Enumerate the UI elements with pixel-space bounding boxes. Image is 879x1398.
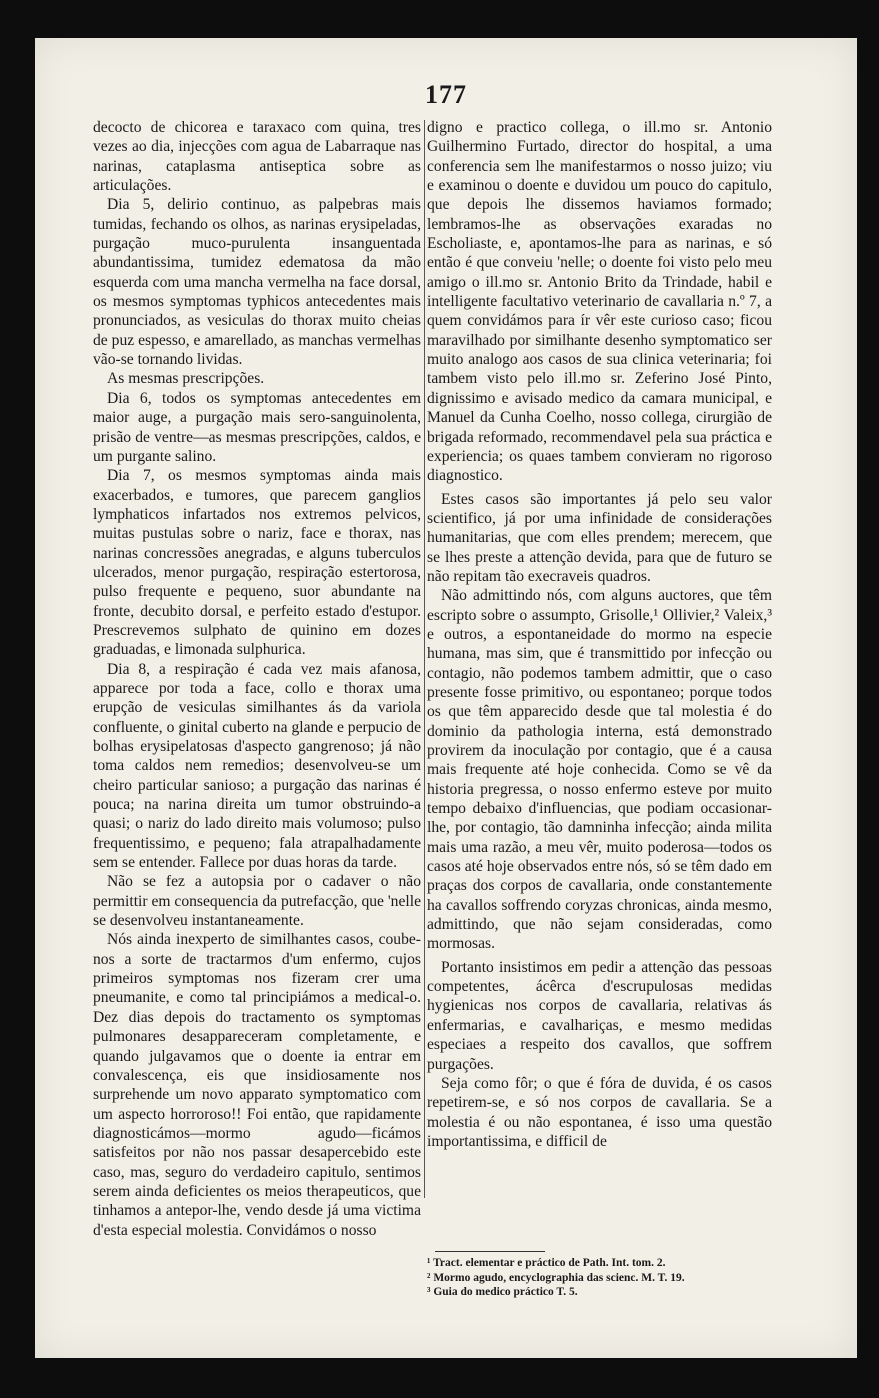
page-number: 177 xyxy=(425,80,467,109)
paragraph-prescriptions: As mesmas prescripções. xyxy=(107,370,265,388)
column-divider xyxy=(424,120,425,1198)
paragraph-day-6: Dia 6, todos os symptomas antecedentes em maior auge, a purgação mais sero-sanguinolenta, prisão de ventre—as mesmas prescripções, caldos, e um purgante salino. xyxy=(93,389,421,465)
left-column xyxy=(93,118,421,1240)
paragraph-day-5: Dia 5, delirio continuo, as palpebras mais tumidas, fechando os olhos, as narinas erysipeladas, purgação muco-purulenta insanguentada abundantissima, tumidez edematosa da mão esquerda com uma mancha vermelha na face dorsal, os mesmos symptomas typhicos antecedentes mais pronunciados, as vesiculas do thorax muito cheias de puz espesso, e amarellado, as manchas vermelhas vão-se tornando lividas. xyxy=(93,196,421,369)
footnote-2: ² Mormo agudo, encyclographia das scienc. M. T. 19. xyxy=(427,1271,685,1284)
right-column xyxy=(427,118,772,1151)
paragraph-importance: Estes casos são importantes já pelo seu valor scientifico, já por uma infinidade de considerações humanitarias, que com elles prendem; merecem, que se lhes preste a attenção devida, para que de futuro se não repitam tão execraveis quadros. xyxy=(427,490,772,585)
paragraph-contagion: Não admittindo nós, com alguns auctores, que têm escripto sobre o assumpto, Grisolle,¹ Ollivier,² Valeix,³ e outros, a espontaneidade do mormo na especie humana, mas sim, que é transmittido por infecção ou contagio, não podemos tambem admittir, que o caso presente fosse primitivo, ou espontaneo; porque todos os que têm apparecido desde que tal molestia é do dominio da pathologia interna, está demonstrado provirem da inoculação por contagio, que é a causa mais frequente até hoje conhecida. Como se vê da historia pregressa, o nosso enfermo esteve por muito tempo debaixo d'influencias, que podiam occasionar-lhe, por contagio, tão damninha infecção; ainda milita mais uma razão, a meu vêr, muito poderosa—todos os casos até hoje observados entre nós, só se têm dado em praças dos corpos de cavallaria, onde constantemente ha cavallos soffrendo coryzas chronicas, ainda mesmo, admittindo, que não sejam consideradas, como mormosas. xyxy=(427,587,772,953)
paragraph-hygiene: Portanto insistimos em pedir a attenção das pessoas competentes, ácêrca d'escrupulosas medidas hygienicas nos corpos de cavallaria, relativas ás enfermarias, e cavalhariças, e mesmo medidas especiaes a respeito dos cavallos, que soffrem purgações. xyxy=(427,958,772,1073)
footnote-3: ³ Guia do medico práctico T. 5. xyxy=(427,1286,578,1298)
paragraph-day-8: Dia 8, a respiração é cada vez mais afanosa, apparece por toda a face, collo e thorax uma erupção de vesiculas similhantes ás da variola confluente, o ginital cuberto na glande e perpucio de bolhas erysipelatosas d'aspecto gangrenoso; já não toma caldos nem remedios; desenvolveu-se um cheiro particular sanioso; a purgação das narinas é pouca; na narina direita um tumor obstruindo-a quasi; o nariz do lado direito mais volumoso; pulso frequentissimo, e pequeno; fala atrapalhadamente sem se entender. Fallece por duas horas da tarde. xyxy=(93,660,421,872)
footnote-divider xyxy=(435,1251,545,1252)
book-page xyxy=(35,38,857,1358)
footnotes xyxy=(427,1256,772,1300)
paragraph-continuation: decocto de chicorea e taraxaco com quina, tres vezes ao dia, injecções com agua de Labarraque nas narinas, cataplasma antiseptica sobre as articulações. xyxy=(93,119,421,195)
paragraph-conference: digno e practico collega, o ill.mo sr. Antonio Guilhermino Furtado, director do hospital, a uma conferencia sem lhe manifestarmos o nosso juizo; viu e examinou o doente e duvidou um pouco do capitulo, que depois lhe dissemos haviamos formado; lembramos-lhe as observações exaradas no Escholiaste, e, apontamos-lhe para as narinas, e só então é que conveiu 'nelle; o doente foi visto pelo meu amigo o ill.mo sr. Antonio Brito da Trindade, habil e intelligente facultativo veterinario de cavallaria n.º 7, a quem convidámos para ír vêr este curioso caso; ficou maravilhado por similhante desenho symptomatico ser muito analogo aos casos de sua clinica veterinaria; foi tambem visto pelo ill.mo sr. Zeferino José Pinto, dignissimo e avisado medico da camara municipal, e Manuel da Cunha Coelho, nosso collega, cirurgião de brigada reformado, recommendavel pela sua práctica e experiencia; os quaes tambem convieram no rigoroso diagnostico. xyxy=(427,119,772,485)
paragraph-day-7: Dia 7, os mesmos symptomas ainda mais exacerbados, e tumores, que parecem ganglios lymphaticos infartados nos extremos pelvicos, muitas pustulas sobre o nariz, face e thorax, nas narinas concressões anegradas, e alguns tuberculos ulcerados, menor purgação, respiração estertorosa, pulso frequente e pequeno, suor abundante na fronte, decubito dorsal, e perfeito estado d'estupor. Prescrevemos sulphato de quinino em dozes graduadas, e limonada sulphurica. xyxy=(93,467,421,659)
paragraph-autopsy: Não se fez a autopsia por o cadaver o não permittir em consequencia da putrefacção, que 'nelle se desenvolveu instantaneamente. xyxy=(93,873,421,930)
paragraph-case-discussion: Nós ainda inexperto de similhantes casos, coube-nos a sorte de tractarmos d'um enfermo, cujos primeiros symptomas nos fizeram crer uma pneumanite, e como tal principiámos a medical-o. Dez dias depois do tractamento os symptomas pulmonares desappareceram completamente, e quando julgavamos que o doente ia entrar em convalescença, eis que insidiosamente nos surprehende um novo apparato symptomatico com um aspecto horroroso!! Foi então, que rapidamente diagnosticámos—mormo agudo—ficámos satisfeitos por não nos passar desapercebido este caso, mas, seguro do verdadeiro capitulo, sentimos serem ainda deficientes os meios therapeuticos, que tinhamos a antepor-lhe, vendo desde já uma victima d'esta especial molestia. Convidámos o nosso xyxy=(93,931,421,1239)
paragraph-conclusion: Seja como fôr; o que é fóra de duvida, é os casos repetirem-se, e só nos corpos de cavallaria. Se a molestia é ou não espontanea, é isso uma questão importantissima, e difficil de xyxy=(427,1074,772,1150)
footnote-1: ¹ Tract. elementar e práctico de Path. Int. tom. 2. xyxy=(427,1257,666,1269)
